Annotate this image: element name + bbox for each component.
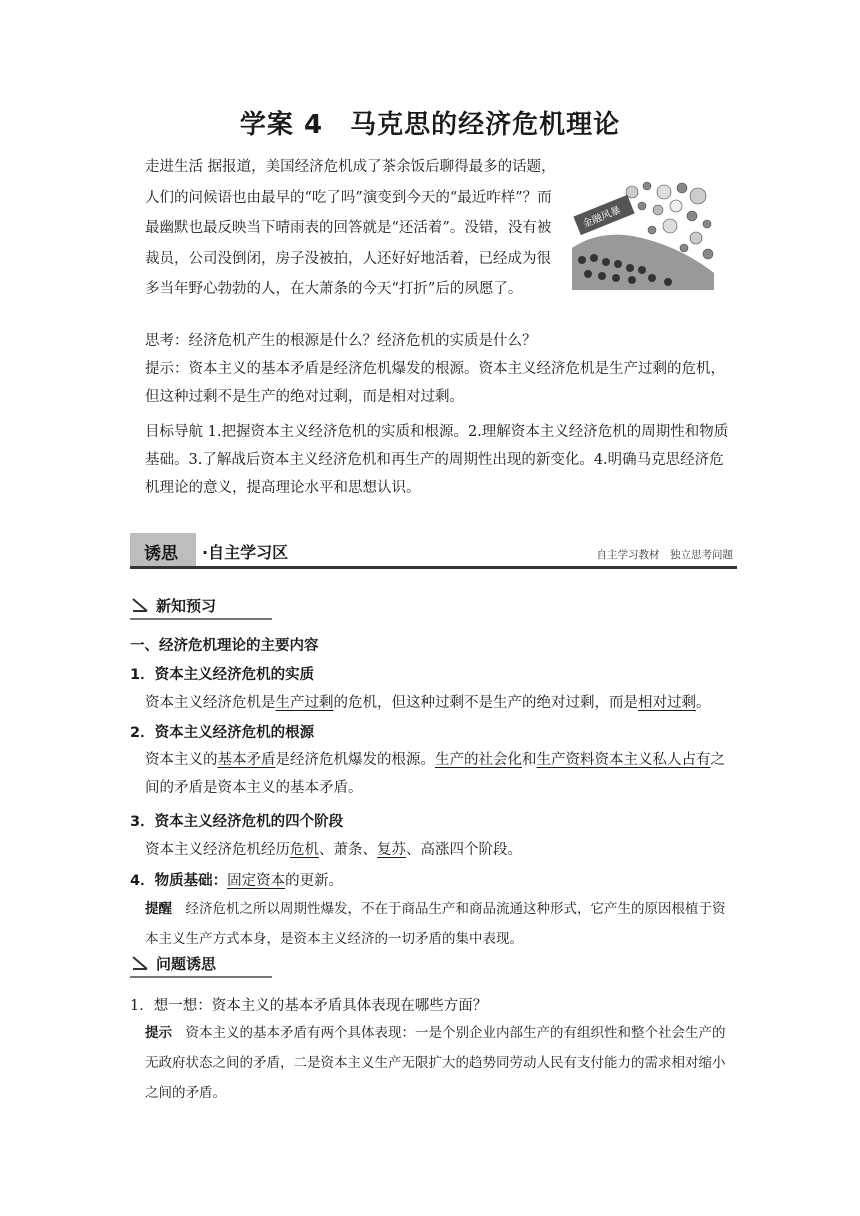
answer-blank: 基本矛盾: [217, 752, 276, 768]
page-title: 学案 4 马克思的经济危机理论: [239, 110, 621, 140]
intro-label: 走进生活: [145, 159, 203, 175]
diagonal-mark-icon: [132, 955, 148, 971]
image-caption: 金融风暴: [581, 204, 623, 231]
section-header: [130, 533, 737, 569]
item-1-body: 资本主义经济危机是生产过剩的危机，但这种过剩不是生产的绝对过剩，而是相对过剩。: [145, 695, 711, 711]
answer-label: 提示: [145, 1025, 172, 1041]
item-1-title: 1．资本主义经济危机的实质: [130, 667, 315, 683]
section-subtitle: 自主学习教材 独立思考问题: [596, 549, 733, 561]
section-tab: 诱思: [144, 544, 178, 564]
section-title: ·自主学习区: [202, 543, 289, 562]
heading-main-content: 一、经济危机理论的主要内容: [130, 638, 319, 654]
item-2-title: 2．资本主义经济危机的根源: [130, 725, 315, 741]
diagonal-mark-icon: [132, 597, 148, 613]
preview-heading: 新知预习: [130, 594, 272, 620]
answer-blank: 生产资料资本主义私人占有: [536, 752, 711, 768]
hint-text: 提示：资本主义的基本矛盾是经济危机爆发的根源。资本主义经济危机是生产过剩的危机，但这种过剩不是生产的绝对过剩，而是相对过剩。: [145, 361, 725, 405]
intro-paragraph: [145, 152, 565, 305]
question-1: 1．想一想：资本主义的基本矛盾具体表现在哪些方面？: [130, 998, 488, 1014]
goals-text: 目标导航 1.把握资本主义经济危机的实质和根源。2.理解资本主义经济危机的周期性和物质基础。3.了解战后资本主义经济危机和再生产的周期性出现的新变化。4.明确马克思经济危机理论的意义，提高理论水平和思想认识。: [145, 424, 729, 496]
item-4: 4．物质基础：固定资本的更新。: [130, 873, 344, 889]
answer-blank: 生产过剩: [275, 695, 334, 711]
answer-blank: 相对过剩: [638, 695, 696, 711]
reminder-label: 提醒: [145, 901, 172, 917]
divider: [130, 566, 737, 569]
thinking-question: 思考：经济危机产生的根源是什么？经济危机的实质是什么？: [145, 333, 537, 349]
answer-1: 提示 资本主义的基本矛盾有两个具体表现：一是个别企业内部生产的有组织性和整个社会生产的无政府状态之间的矛盾，二是资本主义生产无限扩大的趋势同劳动人民有支付能力的需求相对缩小之间的矛盾。: [145, 1025, 726, 1101]
answer-blank: 固定资本: [227, 873, 286, 889]
answer-blank: 危机: [290, 842, 319, 858]
answer-blank: 生产的社会化: [435, 752, 522, 768]
financial-storm-illustration: [572, 178, 714, 290]
item-3-title: 3．资本主义经济危机的四个阶段: [130, 814, 344, 830]
answer-blank: 复苏: [377, 842, 406, 858]
item-2-body: 资本主义的基本矛盾是经济危机爆发的根源。生产的社会化和生产资料资本主义私人占有之间的矛盾是资本主义的基本矛盾。: [145, 752, 725, 796]
question-heading: 问题诱思: [130, 952, 272, 978]
item-3-body: 资本主义经济危机经历危机、萧条、复苏、高涨四个阶段。: [145, 842, 522, 858]
intro-text: 据报道，美国经济危机成了茶余饭后聊得最多的话题，人们的问候语也由最早的“吃了吗”演变到今天的“最近咋样”？而最幽默也最反映当下晴雨表的回答就是“还活着”。没错，没有被裁员，公司没倒闭，房子没被拍，人还好好地活着，已经成为很多当年野心勃勃的人，在大萧条的今天“打折”后的夙愿了。: [145, 159, 556, 297]
reminder-note: 提醒 经济危机之所以周期性爆发，不在于商品生产和商品流通这种形式，它产生的原因根植于资本主义生产方式本身，是资本主义经济的一切矛盾的集中表现。: [145, 901, 726, 947]
